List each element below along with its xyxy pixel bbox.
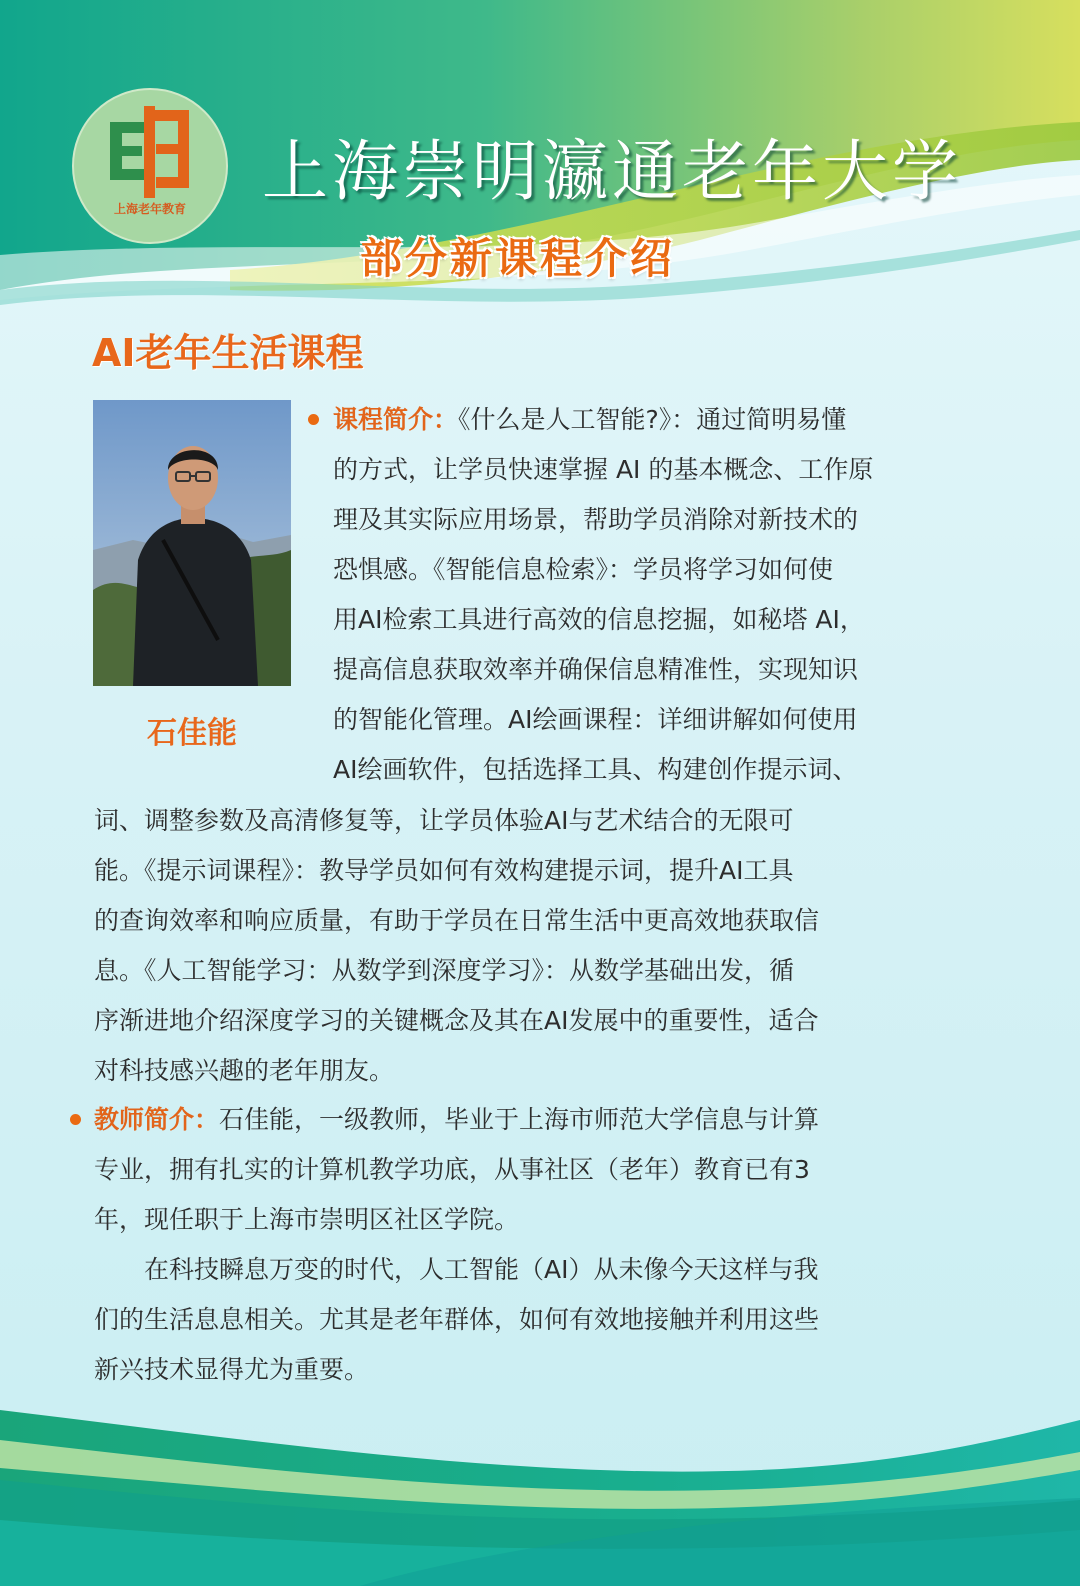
course-intro-line: 对科技感兴趣的老年朋友。: [94, 1056, 395, 1085]
teacher-intro-label: 教师简介：: [94, 1105, 220, 1134]
course-intro-line: 提高信息获取效率并确保信息精准性，实现知识: [333, 655, 859, 684]
teacher-name: 石佳能: [147, 716, 237, 751]
course-intro-line: 的查询效率和响应质量，有助于学员在日常生活中更高效地获取信: [94, 906, 820, 935]
course-intro-line: 用AI检索工具进行高效的信息挖掘，如秘塔 AI，: [333, 605, 865, 634]
teacher-portrait-icon: [93, 400, 291, 686]
course-intro-line: 理及其实际应用场景，帮助学员消除对新技术的: [333, 505, 859, 534]
course-intro-line: 息。《人工智能学习：从数学到深度学习》：从数学基础出发，循: [94, 956, 795, 985]
course-intro-line: 能。《提示词课程》：教导学员如何有效构建提示词，提升AI工具: [94, 856, 794, 885]
page-subtitle: 部分新课程介绍: [360, 234, 676, 283]
course-intro-line: 的智能化管理。AI绘画课程：详细讲解如何使用: [333, 705, 858, 734]
course-intro-line: AI绘画软件，包括选择工具、构建创作提示词、: [333, 755, 858, 784]
course-intro-line: 课程简介：《什么是人工智能?》：通过简明易懂: [333, 405, 847, 434]
course-intro-label: 课程简介：: [333, 405, 459, 434]
bullet-icon: [70, 1114, 81, 1125]
teacher-intro: [94, 1095, 819, 1245]
course-intro-line: 的方式，让学员快速掌握 AI 的基本概念、工作原: [333, 455, 874, 484]
teacher-intro-line: 教师简介：石佳能，一级教师，毕业于上海市师范大学信息与计算: [94, 1105, 820, 1134]
closing-line: 在科技瞬息万变的时代，人工智能（AI）从未像今天这样与我: [94, 1255, 819, 1284]
teacher-intro-line: 年，现任职于上海市崇明区社区学院。: [94, 1205, 520, 1234]
bullet-icon: [308, 414, 319, 425]
course-intro-wide: [94, 796, 819, 1096]
teacher-intro-line: 专业，拥有扎实的计算机教学功底，从事社区（老年）教育已有3: [94, 1155, 810, 1184]
course-title: AI老年生活课程: [92, 331, 364, 375]
course-intro-line: 词、调整参数及高清修复等，让学员体验AI与艺术结合的无限可: [94, 806, 794, 835]
course-intro-line: 序渐进地介绍深度学习的关键概念及其在AI发展中的重要性，适合: [94, 1006, 819, 1035]
school-title: 上海崇明瀛通老年大学: [262, 133, 962, 210]
school-logo: [72, 88, 228, 244]
logo-text: 上海老年教育: [113, 202, 186, 216]
closing-line: 们的生活息息相关。尤其是老年群体，如何有效地接触并利用这些: [94, 1305, 820, 1334]
logo-mark-icon: [104, 102, 196, 202]
teacher-photo: [93, 400, 291, 686]
course-intro-narrow: [333, 395, 873, 795]
closing-line: 新兴技术显得尤为重要。: [94, 1355, 370, 1384]
course-intro-line: 恐惧感。《智能信息检索》：学员将学习如何使: [333, 555, 834, 584]
closing-paragraph: [94, 1245, 819, 1395]
